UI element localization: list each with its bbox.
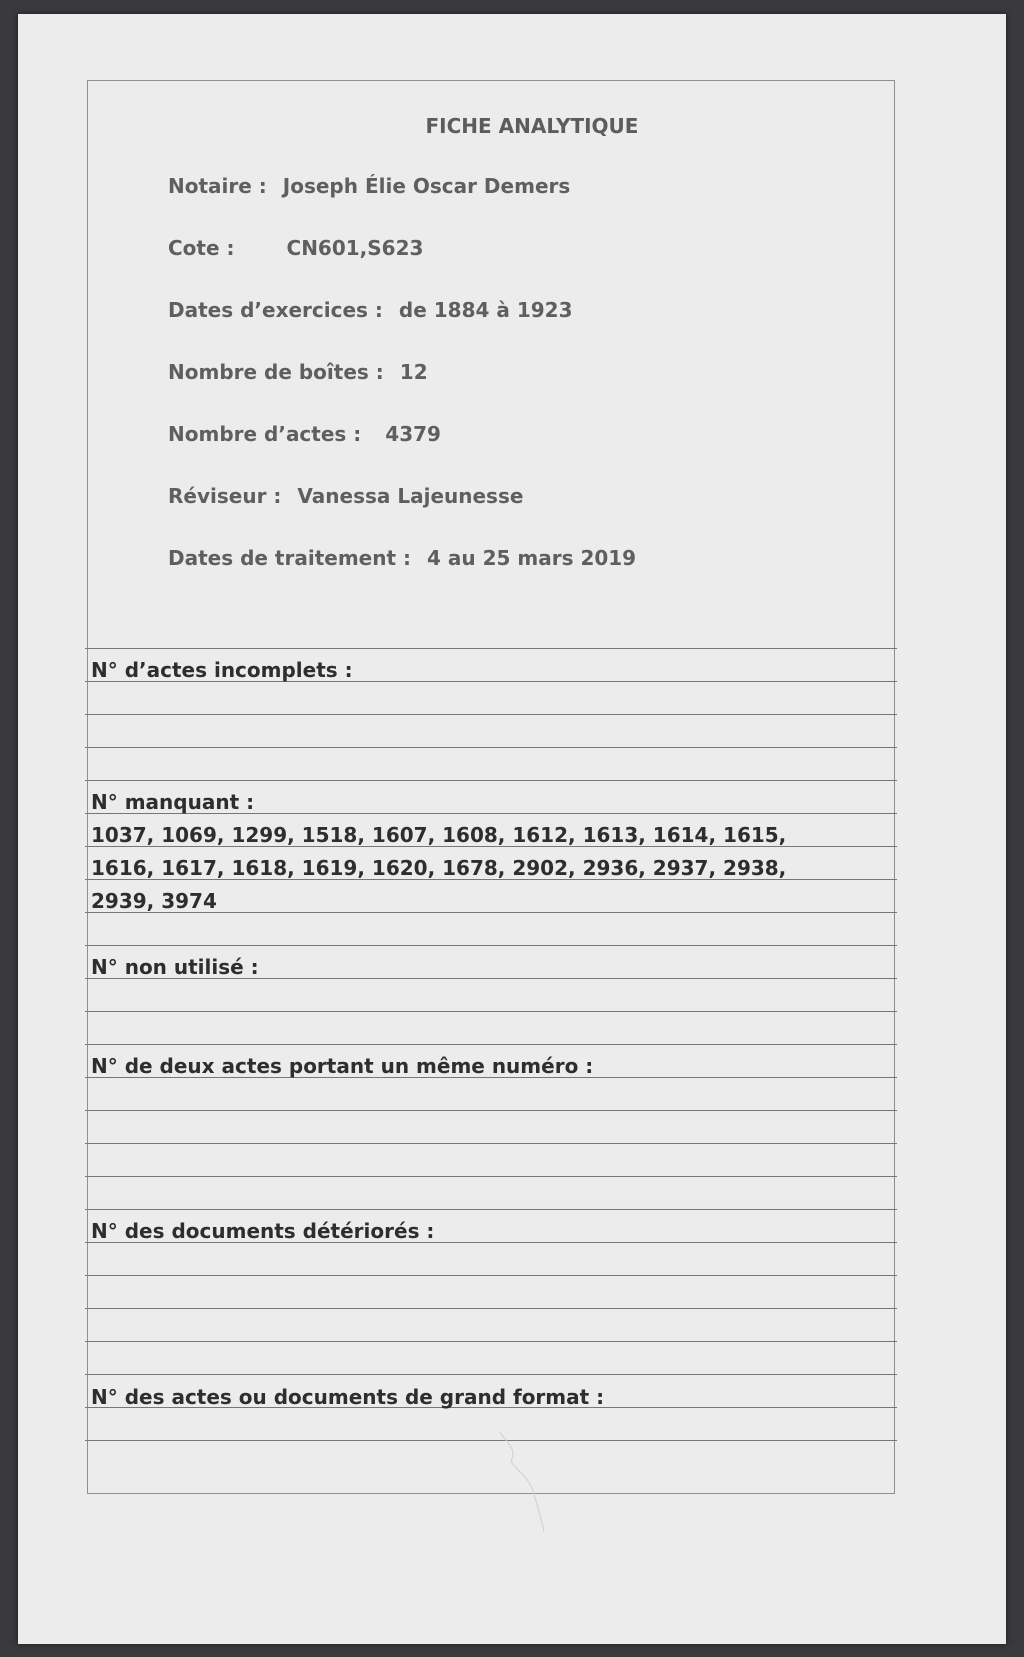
section-non-utilise: N° non utilisé : [91,955,259,979]
form-frame [87,80,895,1494]
rule-line [85,780,897,781]
section-meme-numero: N° de deux actes portant un même numéro : [91,1054,594,1078]
section-grand-format: N° des actes ou documents de grand format : [91,1385,605,1409]
rule-line [85,1176,897,1177]
meta-label: Dates de traitement : [168,546,411,570]
meta-label: Dates d’exercices : [168,298,383,322]
meta-label: Cote : [168,236,235,260]
meta-value: CN601,S623 [286,236,424,260]
meta-cote [168,236,423,260]
document-page [18,14,1006,1644]
manquant-line: 1037, 1069, 1299, 1518, 1607, 1608, 1612, 1613, 1614, 1615, [91,823,787,847]
rule-line [85,945,897,946]
rule-line [85,1440,897,1441]
rule-line [85,1308,897,1309]
rule-line [85,1374,897,1375]
meta-reviseur [168,484,523,508]
rule-line [85,1209,897,1210]
rule-line [85,1044,897,1045]
meta-nombre-boites [168,360,428,384]
meta-label: Nombre d’actes : [168,422,362,446]
section-documents-deteriores: N° des documents détériorés : [91,1219,435,1243]
meta-value: Vanessa Lajeunesse [297,484,524,508]
manquant-line: 2939, 3974 [91,889,217,913]
meta-notaire [168,174,570,198]
meta-value: 4 au 25 mars 2019 [427,546,637,570]
rule-line [85,747,897,748]
meta-label: Nombre de boîtes : [168,360,384,384]
manquant-line: 1616, 1617, 1618, 1619, 1620, 1678, 2902, 2936, 2937, 2938, [91,856,787,880]
section-manquant: N° manquant : [91,790,255,814]
meta-value: 4379 [385,422,441,446]
rule-line [85,1110,897,1111]
rule-line [85,1011,897,1012]
meta-value: Joseph Élie Oscar Demers [282,174,571,198]
rule-line [85,1341,897,1342]
meta-dates-exercices [168,298,573,322]
meta-dates-traitement [168,546,636,570]
rule-line [85,1275,897,1276]
rule-line [85,648,897,649]
meta-value: 12 [399,360,428,384]
pencil-mark [498,1424,548,1534]
meta-label: Notaire : [168,174,267,198]
rule-line [85,1143,897,1144]
page-title: FICHE ANALYTIQUE [425,114,639,138]
meta-label: Réviseur : [168,484,282,508]
rule-line [85,714,897,715]
meta-value: de 1884 à 1923 [398,298,573,322]
meta-nombre-actes [168,422,441,446]
section-actes-incomplets: N° d’actes incomplets : [91,658,353,682]
